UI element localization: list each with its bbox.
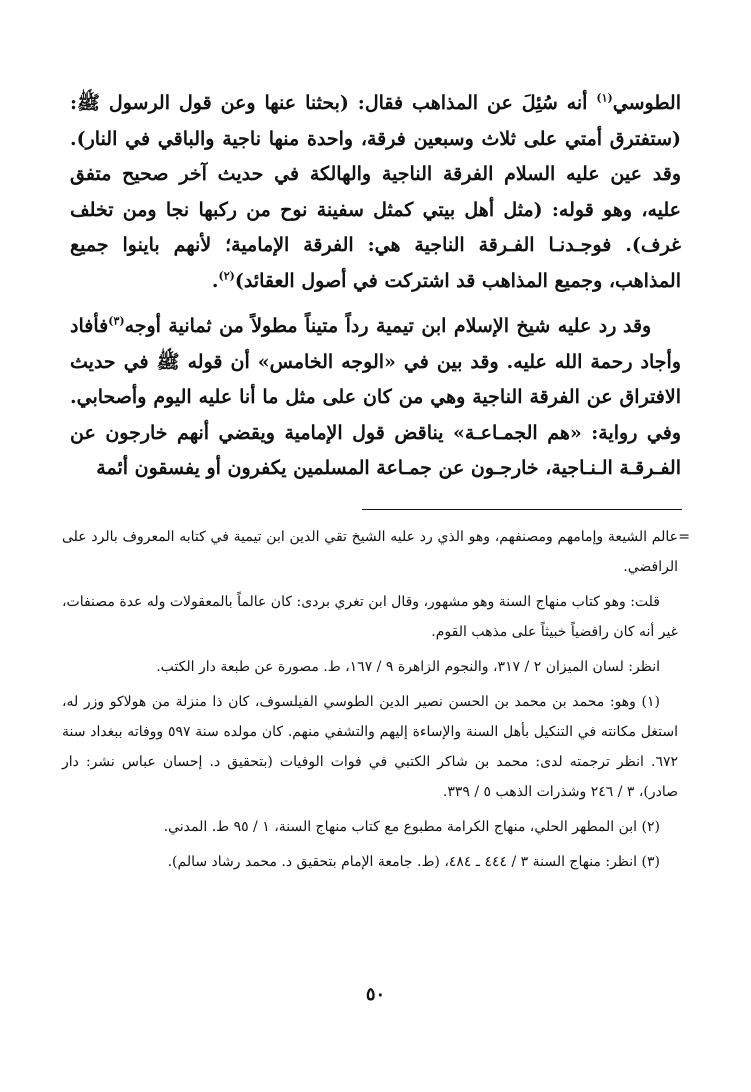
main-text [70,86,681,487]
footnotes [62,522,690,882]
footnote-2: (٢) ابن المطهر الحلي، منهاج الكرامة مطبوع مع كتاب منهاج السنة، ١ / ٩٥ ط. المدني. [163,819,660,835]
footnote-continuation [62,522,690,582]
page-number: ٥٠ [365,984,386,1005]
footnote-3: (٣) انظر: منهاج السنة ٣ / ٤٤٤ ـ ٤٨٤، (ط. جامعة الإمام بتحقيق د. محمد رشاد سالم). [167,854,660,870]
paragraph [70,86,681,299]
footnote-divider [362,509,682,510]
text-run: أنه سُئِلَ عن المذاهب فقال: (بحثنا عنها وعن قول الرسول ﷺ: (ستفترق أمتي على ثلاث وسبعين فرقة، واحدة منها ناجية والباقي في النار). وقد عين عليه السلام الفرقة الناجية والهالكة في حديث آخر صحيح متفق عليه، وهو قوله: (مثل أهل بيتي كمثل سفينة نوح من ركبها نجا ومن تخلف غرف). فوجـدنـا الفـرقة الناجية هي: الفرقة الإمامية؛ لأنهم باينوا جميع المذاهب، وجميع المذاهب قد اشتركت في أصول العقائد) [70,92,681,292]
footnote-qultu: قلت: وهو كتاب منهاج السنة وهو مشهور، وقال ابن تغري بردى: كان عالماً بالمعقولات وله عدة مصنفات، غير أنه كان رافضياً خبيثاً على مذهب القوم. [62,594,678,640]
footnote-marker: (١) [596,91,613,105]
footnote-reference: انظر: لسان الميزان ٢ / ٣١٧، والنجوم الزاهرة ٩ / ١٦٧، ط. مصورة عن طبعة دار الكتب. [156,659,660,675]
text-run: وقد رد عليه شيخ الإسلام ابن تيمية رداً متيناً مطولاً من ثمانية أوجه [124,315,652,337]
footnote-text: عالم الشيعة وإمامهم ومصنفهم، وهو الذي رد عليه الشيخ تقي الدين ابن تيمية في كتابه المعروف بالرد على الرافضي. [62,529,678,575]
footnote-marker: (٣) [108,314,125,328]
text-run: . [211,269,219,292]
footnote-1: (١) وهو: محمد بن محمد بن الحسن نصير الدين الطوسي الفيلسوف، كان ذا منزلة من هولاكو وزر له، استغل مكانته في التنكيل بأهل السنة والإساءة إليهم والتشفي منهم. كان مولده سنة ٥٩٧ ووفاته ببغداد سنة ٦٧٢. انظر ترجمته لدى: محمد بن شاكر الكتبي في فوات الوفيات (بتحقيق د. إحسان عباس نشر: دار صادر)، ٣ / ٢٤٦ وشذرات الذهب ٥ / ٣٣٩. [62,694,678,800]
text-run: الطوسي [612,92,681,114]
continuation-marker: = [678,529,690,545]
footnote-marker: (٢) [218,269,235,283]
paragraph [70,309,681,487]
text-run: فأفاد وأجاد رحمة الله عليه. وقد بين في «الوجه الخامس» أن قوله ﷺ في حديث الافتراق عن الفرقة الناجية وهي من كان على مثل ما أنا عليه اليوم وأصحابي. وفي رواية: «هم الجمـاعـة» يناقض قول الإمامية ويقضي أنهم خارجون عن الفـرقـة الـنـاجية، خارجـون عن جمـاعة المسلمين يكفرون أو يفسقون أئمة [70,315,681,479]
